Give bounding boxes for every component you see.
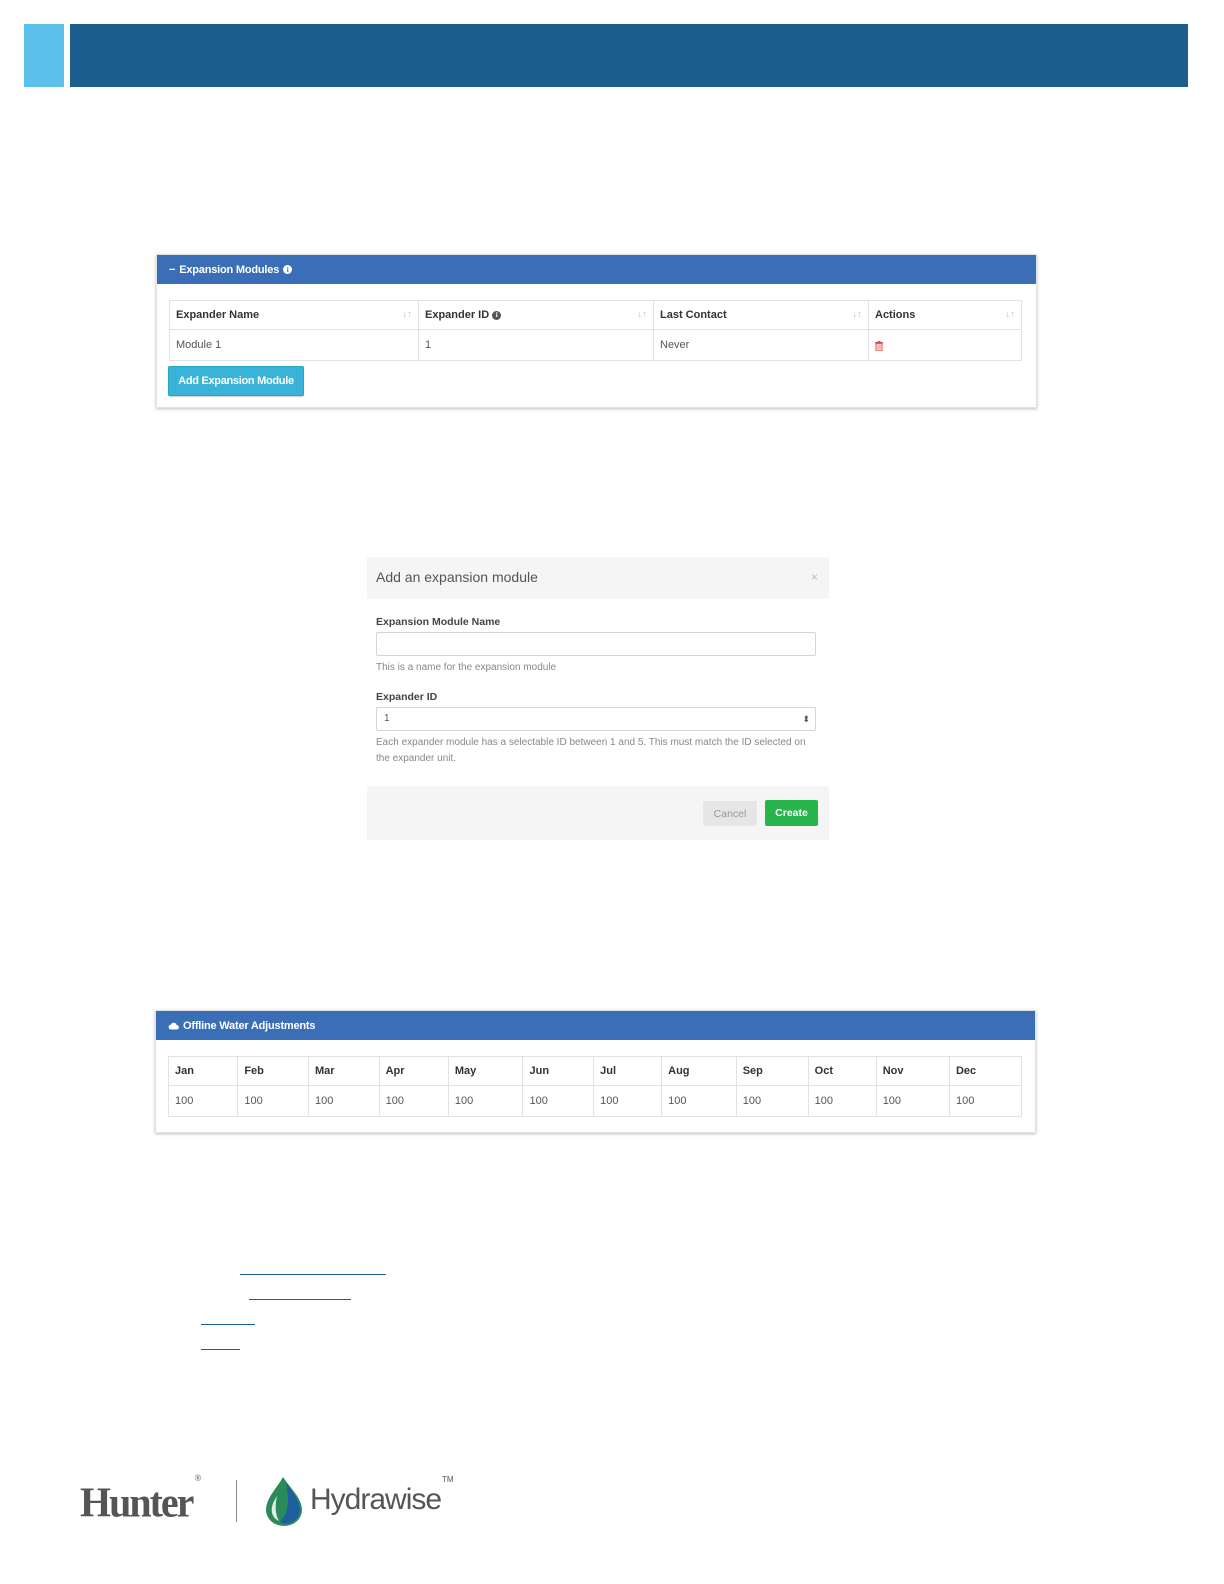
col-expander-name[interactable] — [170, 301, 419, 330]
expansion-modules-title: Expansion Modules — [179, 263, 280, 276]
add-expansion-module-dialog — [367, 557, 829, 840]
month-dec: Dec — [949, 1057, 1021, 1086]
month-jan: Jan — [169, 1057, 238, 1086]
value-dec: 100 — [949, 1086, 1021, 1117]
water-adjustments-header[interactable] — [156, 1011, 1035, 1040]
info-icon[interactable]: i — [283, 265, 292, 274]
cancel-button[interactable]: Cancel — [703, 801, 757, 826]
value-jun: 100 — [523, 1086, 594, 1117]
close-icon[interactable]: × — [810, 570, 818, 584]
link-underline[interactable] — [249, 1299, 351, 1300]
value-mar: 100 — [308, 1086, 379, 1117]
expander-id-label: Expander ID — [376, 691, 438, 703]
value-apr: 100 — [379, 1086, 448, 1117]
col-last-contact[interactable] — [654, 301, 869, 330]
hunter-logo — [80, 1472, 202, 1527]
month-mar: Mar — [308, 1057, 379, 1086]
month-nov: Nov — [876, 1057, 949, 1086]
col-label: Expander Name — [176, 309, 260, 321]
col-label: Expander ID — [425, 309, 490, 321]
col-expander-id[interactable] — [419, 301, 654, 330]
trash-icon[interactable] — [875, 341, 883, 351]
trademark: TM — [442, 1475, 454, 1484]
link-underline[interactable] — [201, 1349, 240, 1350]
expansion-module-name-help: This is a name for the expansion module — [376, 662, 557, 673]
value-sep: 100 — [736, 1086, 808, 1117]
expansion-modules-table — [169, 300, 1022, 361]
cloud-icon — [168, 1022, 179, 1030]
add-expansion-module-button[interactable]: Add Expansion Module — [168, 366, 304, 396]
info-icon[interactable]: i — [492, 311, 501, 320]
expansion-modules-panel — [156, 254, 1037, 408]
value-feb: 100 — [238, 1086, 309, 1117]
sort-icon[interactable]: ↓↑ — [1005, 309, 1015, 320]
create-button[interactable]: Create — [765, 800, 818, 826]
link-underline[interactable] — [201, 1324, 255, 1325]
collapse-icon[interactable]: − — [169, 263, 176, 276]
expander-id-select[interactable] — [376, 707, 816, 731]
expansion-module-name-label: Expansion Module Name — [376, 616, 501, 628]
month-aug: Aug — [662, 1057, 737, 1086]
month-oct: Oct — [808, 1057, 876, 1086]
value-may: 100 — [448, 1086, 523, 1117]
value-aug: 100 — [662, 1086, 737, 1117]
cell-expander-id: 1 — [419, 330, 654, 361]
header-accent-block — [24, 24, 64, 87]
col-label: Actions — [875, 309, 916, 321]
expander-id-help: Each expander module has a selectable ID between 1 and 5. This must match the ID selected on the expander unit. — [376, 737, 806, 764]
value-oct: 100 — [808, 1086, 876, 1117]
table-header-row — [170, 301, 1022, 330]
dialog-title: Add an expansion module — [376, 569, 538, 585]
expansion-module-name-input[interactable] — [376, 632, 816, 656]
month-header-row — [169, 1057, 1022, 1086]
hydrawise-wordmark: Hydrawise — [310, 1483, 442, 1516]
registered-mark: ® — [194, 1472, 202, 1483]
header-bar — [70, 24, 1188, 87]
cell-last-contact: Never — [654, 330, 869, 361]
month-jul: Jul — [594, 1057, 662, 1086]
dialog-footer — [367, 786, 829, 840]
month-sep: Sep — [736, 1057, 808, 1086]
logo-divider — [236, 1480, 237, 1522]
sort-icon[interactable]: ↓↑ — [637, 309, 647, 320]
hunter-logo-text: Hunter — [80, 1478, 193, 1527]
col-actions[interactable] — [869, 301, 1022, 330]
cell-actions — [869, 330, 1022, 361]
expansion-modules-header[interactable] — [157, 255, 1036, 284]
expander-id-value: 1 — [384, 713, 390, 724]
value-nov: 100 — [876, 1086, 949, 1117]
dialog-header — [367, 557, 829, 599]
hydrawise-logo-text — [310, 1475, 454, 1517]
value-jul: 100 — [594, 1086, 662, 1117]
table-row — [170, 330, 1022, 361]
link-underline[interactable] — [240, 1274, 386, 1275]
sort-icon[interactable]: ↓↑ — [402, 309, 412, 320]
sort-icon[interactable]: ↓↑ — [852, 309, 862, 320]
cell-expander-name: Module 1 — [170, 330, 419, 361]
month-feb: Feb — [238, 1057, 309, 1086]
col-label: Last Contact — [660, 309, 727, 321]
table-row — [169, 1086, 1022, 1117]
value-jan: 100 — [169, 1086, 238, 1117]
hydrawise-drop-icon — [262, 1474, 306, 1528]
offline-water-adjustments-panel — [155, 1010, 1036, 1133]
select-arrows-icon: ⬍ — [802, 714, 810, 724]
water-adjustments-table — [168, 1056, 1022, 1117]
month-may: May — [448, 1057, 523, 1086]
month-apr: Apr — [379, 1057, 448, 1086]
water-adjustments-title: Offline Water Adjustments — [183, 1019, 316, 1032]
month-jun: Jun — [523, 1057, 594, 1086]
